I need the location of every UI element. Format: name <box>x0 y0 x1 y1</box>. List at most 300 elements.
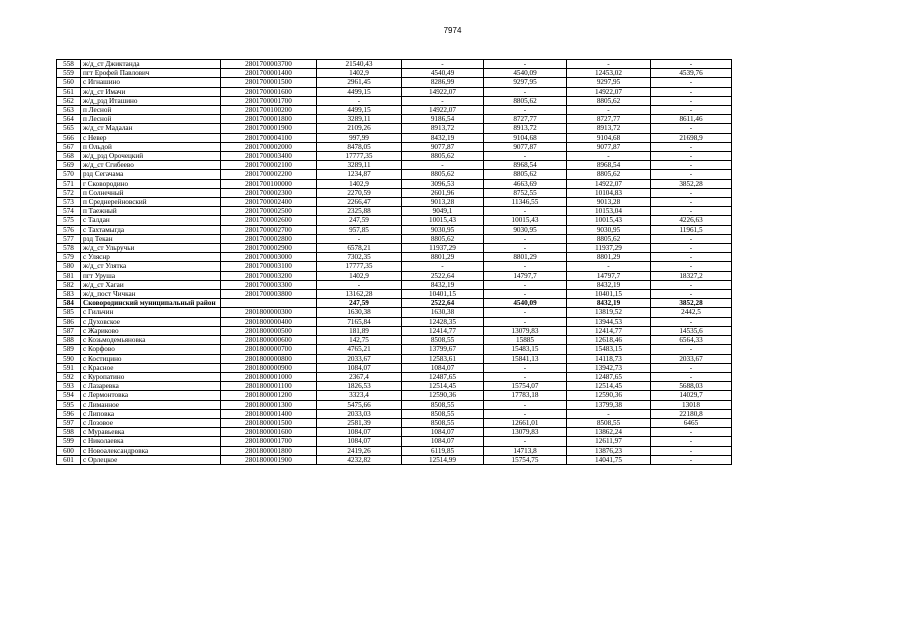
table-cell: 2801700002200 <box>221 170 317 179</box>
table-row <box>57 234 732 243</box>
table-cell: - <box>484 207 567 216</box>
table-cell: 580 <box>57 262 81 271</box>
table-cell: 14797,7 <box>484 271 567 280</box>
table-cell: 6465 <box>651 418 732 427</box>
table-row <box>57 253 732 262</box>
table-cell: 2801700002400 <box>221 198 317 207</box>
table-cell: 8611,46 <box>651 115 732 124</box>
table-cell: 570 <box>57 170 81 179</box>
table-cell: 21540,43 <box>317 60 402 69</box>
table-cell: 8286,99 <box>402 78 484 87</box>
table-cell: 14922,07 <box>402 87 484 96</box>
table-cell: 6578,21 <box>317 244 402 253</box>
table-cell: с Орлецкое <box>81 455 221 464</box>
table-cell: 589 <box>57 345 81 354</box>
table-row <box>57 446 732 455</box>
table-cell: 601 <box>57 455 81 464</box>
table-row <box>57 382 732 391</box>
table-cell: - <box>484 152 567 161</box>
table-row <box>57 354 732 363</box>
table-cell: 8805,62 <box>402 152 484 161</box>
table-cell: 181,89 <box>317 326 402 335</box>
table-cell: с Лозовое <box>81 418 221 427</box>
table-cell: с Костицино <box>81 354 221 363</box>
table-cell: 247,59 <box>317 216 402 225</box>
table-cell: 587 <box>57 326 81 335</box>
table-cell: 9104,68 <box>567 133 651 142</box>
table-cell: - <box>651 317 732 326</box>
table-cell: - <box>567 106 651 115</box>
table-cell: 8913,72 <box>567 124 651 133</box>
table-cell: 21698,9 <box>651 133 732 142</box>
table-cell: - <box>651 78 732 87</box>
table-cell: 15841,13 <box>484 354 567 363</box>
table-cell: 2801700003800 <box>221 290 317 299</box>
table-cell: 18327,2 <box>651 271 732 280</box>
table-cell: 957,85 <box>317 225 402 234</box>
table-cell: 13079,83 <box>484 326 567 335</box>
table-cell: с Красное <box>81 363 221 372</box>
table-cell: с Духовское <box>81 317 221 326</box>
table-cell: 8508,55 <box>402 409 484 418</box>
table-cell: 6564,33 <box>651 336 732 345</box>
table-cell: 14029,7 <box>651 391 732 400</box>
table-cell: 2801800000400 <box>221 317 317 326</box>
table-cell: - <box>651 152 732 161</box>
table-cell: 2801700003400 <box>221 152 317 161</box>
table-cell: 247,59 <box>317 299 402 308</box>
table-cell: с Невер <box>81 133 221 142</box>
table-cell: 13799,67 <box>402 345 484 354</box>
table-cell: 14535,6 <box>651 326 732 335</box>
table-row <box>57 409 732 418</box>
table-cell: 2801700003000 <box>221 253 317 262</box>
table-cell: - <box>651 124 732 133</box>
table-cell: - <box>651 60 732 69</box>
table-cell: 1402,9 <box>317 271 402 280</box>
table-cell: - <box>484 60 567 69</box>
table-cell: 2522,64 <box>402 299 484 308</box>
table-cell: 8968,54 <box>567 161 651 170</box>
table-cell: 11937,29 <box>567 244 651 253</box>
table-cell: с Николаевка <box>81 437 221 446</box>
table-cell: 2801700100000 <box>221 179 317 188</box>
table-cell: - <box>567 152 651 161</box>
table-row <box>57 96 732 105</box>
table-cell: - <box>651 253 732 262</box>
table-cell: 8805,62 <box>567 96 651 105</box>
table-cell: 562 <box>57 96 81 105</box>
table-cell: 2601,96 <box>402 188 484 197</box>
table-cell: 5688,03 <box>651 382 732 391</box>
table-cell: 2801800001300 <box>221 400 317 409</box>
table-cell: с Талдан <box>81 216 221 225</box>
table-cell: 575 <box>57 216 81 225</box>
table-cell: - <box>484 290 567 299</box>
table-cell: - <box>484 262 567 271</box>
table-cell: 2961,45 <box>317 78 402 87</box>
table-cell: ж/д_рзд Иташино <box>81 96 221 105</box>
table-cell: 13942,73 <box>567 363 651 372</box>
table-cell: 8805,62 <box>484 170 567 179</box>
table-cell: 2801700003200 <box>221 271 317 280</box>
table-cell: с Липовка <box>81 409 221 418</box>
table-cell: 2801800000800 <box>221 354 317 363</box>
table-cell: - <box>567 60 651 69</box>
table-cell: 2801800000600 <box>221 336 317 345</box>
table-cell: 2801700003700 <box>221 60 317 69</box>
table-cell: 8805,62 <box>567 234 651 243</box>
table-cell: 2801700003100 <box>221 262 317 271</box>
table-cell: с Тахтамыгда <box>81 225 221 234</box>
table-cell: 14922,07 <box>402 106 484 115</box>
table-row <box>57 60 732 69</box>
table-cell: 7302,35 <box>317 253 402 262</box>
table-cell: 9077,87 <box>484 142 567 151</box>
table-cell: 8913,72 <box>402 124 484 133</box>
table-body <box>57 60 732 465</box>
table-cell: - <box>651 207 732 216</box>
table-cell: 8727,77 <box>484 115 567 124</box>
table-cell: 10153,04 <box>567 207 651 216</box>
table-cell: 2801800000500 <box>221 326 317 335</box>
table-cell: 12590,36 <box>567 391 651 400</box>
table-cell: 2270,59 <box>317 188 402 197</box>
table-cell: - <box>484 234 567 243</box>
table-cell: ж/д_рзд Орочецкий <box>81 152 221 161</box>
table-row <box>57 115 732 124</box>
table-cell: 3289,11 <box>317 115 402 124</box>
table-cell: 9077,87 <box>402 142 484 151</box>
table-cell: 2033,67 <box>651 354 732 363</box>
table-cell: с Муравьевка <box>81 428 221 437</box>
table-cell: 584 <box>57 299 81 308</box>
table-row <box>57 207 732 216</box>
table-cell: 3289,11 <box>317 161 402 170</box>
table-cell: ж/д_ст Хагаи <box>81 280 221 289</box>
table-cell: 12514,99 <box>402 455 484 464</box>
table-row <box>57 308 732 317</box>
table-cell: 2801700002800 <box>221 234 317 243</box>
table-cell: 8805,62 <box>402 234 484 243</box>
table-cell: 9104,68 <box>484 133 567 142</box>
table-cell: 8478,05 <box>317 142 402 151</box>
table-cell: с Уляснр <box>81 253 221 262</box>
table-cell: 2801700001600 <box>221 87 317 96</box>
table-cell: - <box>651 96 732 105</box>
table-cell: 2801800000300 <box>221 308 317 317</box>
table-cell: 596 <box>57 409 81 418</box>
table-cell: 2033,67 <box>317 354 402 363</box>
table-cell: - <box>651 161 732 170</box>
table-cell <box>221 299 317 308</box>
table-row <box>57 437 732 446</box>
table-cell: 1826,53 <box>317 382 402 391</box>
table-row <box>57 280 732 289</box>
table-cell: 5475,66 <box>317 400 402 409</box>
table-cell: 9186,54 <box>402 115 484 124</box>
table-cell: 1084,07 <box>317 363 402 372</box>
table-cell: 2266,47 <box>317 198 402 207</box>
table-cell: 564 <box>57 115 81 124</box>
table-cell: 2801800001700 <box>221 437 317 446</box>
table-cell: 15754,07 <box>484 382 567 391</box>
table-cell: 9030,95 <box>484 225 567 234</box>
table-cell: п Таежный <box>81 207 221 216</box>
table-cell: пгт Ерофей Павлович <box>81 69 221 78</box>
table-cell: - <box>484 87 567 96</box>
table-cell: 2801800001500 <box>221 418 317 427</box>
table-cell: 8432,19 <box>567 299 651 308</box>
table-cell: 12487,65 <box>402 372 484 381</box>
table-cell: 9297,95 <box>484 78 567 87</box>
table-cell: 142,75 <box>317 336 402 345</box>
table-cell: - <box>484 372 567 381</box>
page-number: 7974 <box>443 26 462 35</box>
table-cell: 2367,4 <box>317 372 402 381</box>
table-row <box>57 244 732 253</box>
table-cell: 600 <box>57 446 81 455</box>
table-cell: - <box>402 262 484 271</box>
table-cell: 579 <box>57 253 81 262</box>
table-cell: 2801800001100 <box>221 382 317 391</box>
table-cell: 583 <box>57 290 81 299</box>
table-cell: п Солнечный <box>81 188 221 197</box>
table-row <box>57 198 732 207</box>
table-row <box>57 317 732 326</box>
table-cell: 2801800001600 <box>221 428 317 437</box>
table-cell: - <box>651 234 732 243</box>
table-cell: 10015,43 <box>567 216 651 225</box>
table-cell: 8805,62 <box>567 170 651 179</box>
table-cell: 13862,24 <box>567 428 651 437</box>
table-cell: 4765,21 <box>317 345 402 354</box>
table-cell: 4540,09 <box>484 69 567 78</box>
table-cell: Сковородинский муниципальный район <box>81 299 221 308</box>
table-row <box>57 455 732 464</box>
table-cell: 15885 <box>484 336 567 345</box>
table-cell: 563 <box>57 106 81 115</box>
table-cell: п Лесной <box>81 106 221 115</box>
table-cell: 9030,95 <box>402 225 484 234</box>
table-cell: - <box>651 198 732 207</box>
table-cell: - <box>484 409 567 418</box>
table-cell: 15483,15 <box>567 345 651 354</box>
table-cell: 2801700001400 <box>221 69 317 78</box>
table-cell: рзд Сегачама <box>81 170 221 179</box>
table-row <box>57 391 732 400</box>
table-cell: ж/д_ст Мадалан <box>81 124 221 133</box>
table-cell: 10015,43 <box>484 216 567 225</box>
table-cell: 9013,28 <box>567 198 651 207</box>
table-cell: - <box>651 363 732 372</box>
table-cell: 11937,29 <box>402 244 484 253</box>
table-cell: с Игнашино <box>81 78 221 87</box>
table-cell: - <box>651 280 732 289</box>
table-cell: 2801700003300 <box>221 280 317 289</box>
table-cell: 8432,19 <box>402 280 484 289</box>
table-cell: 13018 <box>651 400 732 409</box>
table-cell: 2801700002100 <box>221 161 317 170</box>
table-cell: 598 <box>57 428 81 437</box>
table-cell: 1084,07 <box>402 437 484 446</box>
table-cell: 2581,39 <box>317 418 402 427</box>
table-cell: 597 <box>57 418 81 427</box>
data-table <box>56 59 732 465</box>
table-cell: 14922,07 <box>567 179 651 188</box>
table-row <box>57 152 732 161</box>
table-row <box>57 179 732 188</box>
table-cell: 4232,82 <box>317 455 402 464</box>
table-cell: - <box>484 244 567 253</box>
table-cell: с Гильчин <box>81 308 221 317</box>
table-cell: 10104,83 <box>567 188 651 197</box>
table-row <box>57 216 732 225</box>
table-cell: 2522,64 <box>402 271 484 280</box>
table-cell: 561 <box>57 87 81 96</box>
table-cell: 8727,77 <box>567 115 651 124</box>
table-cell: пгт Уруша <box>81 271 221 280</box>
table-row <box>57 106 732 115</box>
table-cell: 577 <box>57 234 81 243</box>
table-cell: 13944,53 <box>567 317 651 326</box>
table-cell: 2801700001800 <box>221 115 317 124</box>
table-cell: 14797,7 <box>567 271 651 280</box>
table-cell: с Лермонтовка <box>81 391 221 400</box>
table-row <box>57 87 732 96</box>
table-cell: 8801,29 <box>567 253 651 262</box>
table-cell: п Лесной <box>81 115 221 124</box>
table-row <box>57 188 732 197</box>
table-cell: - <box>484 106 567 115</box>
table-cell: 12487,65 <box>567 372 651 381</box>
table-cell: 13819,52 <box>567 308 651 317</box>
table-cell: 10015,43 <box>402 216 484 225</box>
table-cell: 1234,87 <box>317 170 402 179</box>
table-cell: 14922,07 <box>567 87 651 96</box>
table-cell: 2442,5 <box>651 308 732 317</box>
table-cell: с Козьмодемьяновка <box>81 336 221 345</box>
table-row <box>57 345 732 354</box>
table-cell: 2801800001400 <box>221 409 317 418</box>
table-cell: 582 <box>57 280 81 289</box>
table-cell: 8752,55 <box>484 188 567 197</box>
table-row <box>57 133 732 142</box>
table-cell: 3852,28 <box>651 179 732 188</box>
table-cell: 12618,46 <box>567 336 651 345</box>
table-cell: - <box>567 262 651 271</box>
table-cell: - <box>651 106 732 115</box>
table-cell: 586 <box>57 317 81 326</box>
table-cell: 12453,02 <box>567 69 651 78</box>
table-cell: 2801700002700 <box>221 225 317 234</box>
table-row <box>57 428 732 437</box>
table-cell: 2109,26 <box>317 124 402 133</box>
table-row <box>57 78 732 87</box>
table-cell: 12414,77 <box>567 326 651 335</box>
table-cell: - <box>651 372 732 381</box>
table-cell: 12514,45 <box>402 382 484 391</box>
table-cell: 1630,38 <box>317 308 402 317</box>
table-cell: 4539,76 <box>651 69 732 78</box>
table-cell: 2033,03 <box>317 409 402 418</box>
table-cell: 2801700001900 <box>221 124 317 133</box>
table-cell: - <box>651 437 732 446</box>
table-cell: - <box>651 446 732 455</box>
table-cell: 17783,18 <box>484 391 567 400</box>
table-cell: 2801800001000 <box>221 372 317 381</box>
table-cell: 573 <box>57 198 81 207</box>
table-cell: 15483,15 <box>484 345 567 354</box>
table-cell: 572 <box>57 188 81 197</box>
table-cell: 7165,84 <box>317 317 402 326</box>
table-cell: 8801,29 <box>402 253 484 262</box>
table-row <box>57 363 732 372</box>
table-row <box>57 400 732 409</box>
table-cell: 2801700100200 <box>221 106 317 115</box>
table-cell: 10401,15 <box>402 290 484 299</box>
table-cell: 569 <box>57 161 81 170</box>
table-cell: ж/д_ст Улятка <box>81 262 221 271</box>
table-cell: 2801700004100 <box>221 133 317 142</box>
table-cell: 6119,85 <box>402 446 484 455</box>
table-cell: 8432,19 <box>567 280 651 289</box>
table-cell: 11346,55 <box>484 198 567 207</box>
table-cell: 8913,72 <box>484 124 567 133</box>
table-cell: ж/д_ст Ульручьи <box>81 244 221 253</box>
table-cell: 8801,29 <box>484 253 567 262</box>
table-cell: 581 <box>57 271 81 280</box>
table-cell: с Корфово <box>81 345 221 354</box>
table-row <box>57 271 732 280</box>
table-cell: 9013,28 <box>402 198 484 207</box>
table-cell: 13079,83 <box>484 428 567 437</box>
table-cell: 591 <box>57 363 81 372</box>
table-cell: 2801700002900 <box>221 244 317 253</box>
table-cell: 8805,62 <box>484 96 567 105</box>
table-cell: с Куропатино <box>81 372 221 381</box>
table-cell: 12583,61 <box>402 354 484 363</box>
table-cell: - <box>651 290 732 299</box>
table-cell: - <box>484 308 567 317</box>
table-cell: 17777,35 <box>317 262 402 271</box>
table-cell: 595 <box>57 400 81 409</box>
table-cell: - <box>651 428 732 437</box>
table-cell: 2419,26 <box>317 446 402 455</box>
table-cell: 565 <box>57 124 81 133</box>
table-cell: 2801800001200 <box>221 391 317 400</box>
table-cell: 593 <box>57 382 81 391</box>
table-row <box>57 262 732 271</box>
table-cell: 2801700002000 <box>221 142 317 151</box>
table-cell: - <box>567 409 651 418</box>
table-row <box>57 142 732 151</box>
table-cell: 585 <box>57 308 81 317</box>
table-cell: - <box>317 96 402 105</box>
table-row <box>57 418 732 427</box>
table-cell: с Лазаревка <box>81 382 221 391</box>
table-cell: 2801800000900 <box>221 363 317 372</box>
table-cell: 588 <box>57 336 81 345</box>
table-cell: 1402,9 <box>317 179 402 188</box>
table-cell: ж/д_ст Джиктанда <box>81 60 221 69</box>
table-cell: 9077,87 <box>567 142 651 151</box>
table-cell: 8508,55 <box>402 336 484 345</box>
table-cell: 3096,53 <box>402 179 484 188</box>
table-cell: - <box>484 400 567 409</box>
table-row <box>57 326 732 335</box>
table-cell: ж/д_ст Сгибеево <box>81 161 221 170</box>
